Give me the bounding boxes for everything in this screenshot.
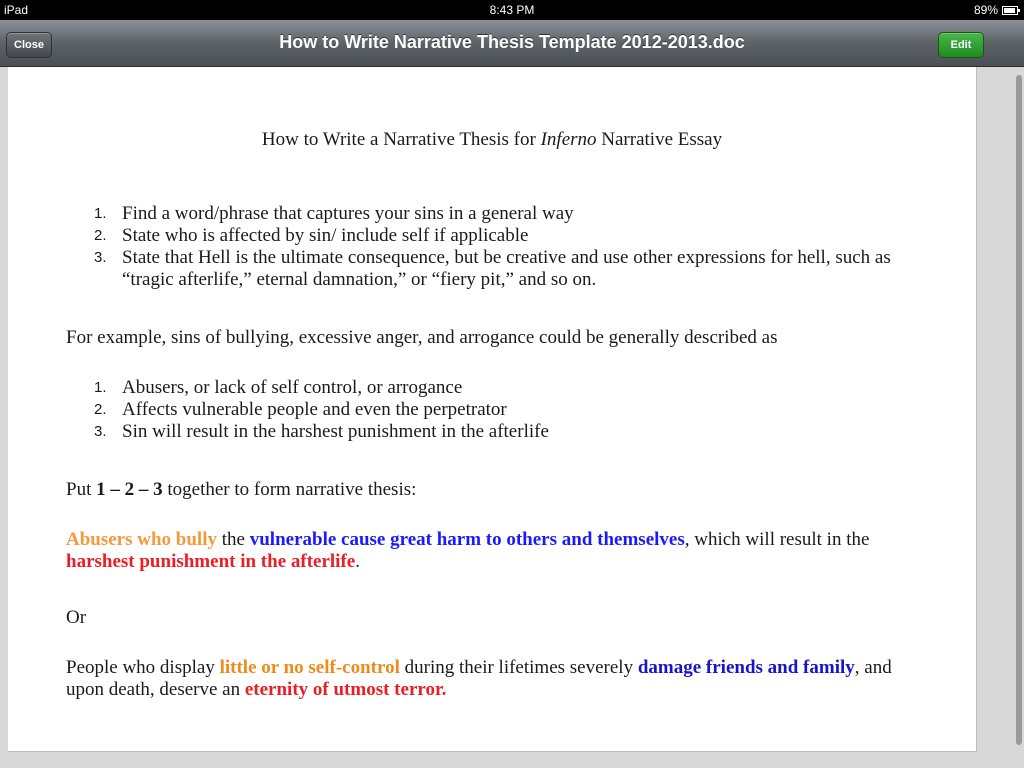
list-text: Find a word/phrase that captures your sins in a general way (122, 203, 574, 224)
text-segment: during their lifetimes severely (399, 657, 638, 678)
highlight-orange: little or no self-control (219, 657, 400, 678)
example-intro: For example, sins of bullying, excessive anger, and arrogance could be generally described as (66, 327, 778, 348)
list-number: 2. (94, 227, 107, 244)
list-number: 3. (94, 249, 107, 266)
text-segment: . (355, 551, 360, 572)
bold-segment: 1 – 2 – 3 (96, 479, 163, 500)
text-segment: People who display (66, 657, 220, 678)
document-title: How to Write Narrative Thesis Template 2012-2013.doc (279, 32, 745, 52)
steps-list (94, 203, 914, 291)
list-text: Sin will result in the harshest punishment in the afterlife (122, 421, 549, 442)
highlight-blue: vulnerable cause great harm to others and themselves (249, 529, 685, 550)
device-label: iPad (4, 3, 29, 17)
list-text: Affects vulnerable people and even the perpetrator (122, 399, 507, 420)
text-segment: Put (66, 479, 97, 500)
close-button[interactable]: Close (6, 32, 52, 58)
list-number: 1. (94, 379, 107, 396)
doc-heading-pre: How to Write a Narrative Thesis for (261, 129, 541, 150)
battery-fill (1004, 8, 1015, 13)
list-text: State who is affected by sin/ include self if applicable (122, 225, 529, 246)
status-time: 8:43 PM (489, 3, 535, 17)
list-item (94, 399, 914, 421)
doc-heading-post: Narrative Essay (596, 129, 723, 150)
example-list (94, 377, 914, 443)
thesis-example-2 (66, 657, 896, 701)
status-bar (0, 0, 1024, 20)
text-segment: , and upon death, deserve an (66, 657, 892, 700)
highlight-orange: Abusers who bully (66, 529, 217, 550)
list-item (94, 203, 914, 225)
list-number: 2. (94, 401, 107, 418)
document-scrollbar[interactable] (1016, 75, 1022, 745)
nav-bar (0, 20, 1024, 67)
edit-button[interactable]: Edit (938, 32, 984, 58)
put-together-line (66, 479, 926, 501)
doc-heading-italic: Inferno (540, 129, 597, 150)
thesis-example-1 (66, 529, 916, 573)
highlight-blue: damage friends and family (637, 657, 855, 678)
list-number: 3. (94, 423, 107, 440)
battery-percent: 89% (973, 3, 998, 17)
text-segment: together to form narrative thesis: (162, 479, 417, 500)
list-text: State that Hell is the ultimate consequence, but be creative and use other expressions for hell, such as “tragic afterlife,” eternal damnation,” or “fiery pit,” and so on. (122, 247, 891, 290)
doc-heading (0, 129, 984, 151)
list-item (94, 247, 914, 291)
document-page (8, 67, 977, 752)
document-viewer[interactable] (0, 67, 1024, 768)
battery-status (974, 3, 1018, 17)
list-text: Abusers, or lack of self control, or arrogance (122, 377, 463, 398)
list-item (94, 421, 914, 443)
or-label: Or (66, 607, 87, 628)
list-item (94, 225, 914, 247)
highlight-red: eternity of utmost terror. (244, 679, 447, 700)
text-segment: the (217, 529, 250, 550)
list-item (94, 377, 914, 399)
text-segment: , which will result in the (684, 529, 870, 550)
list-number: 1. (94, 205, 107, 222)
battery-icon (1002, 6, 1018, 15)
highlight-red: harshest punishment in the afterlife (66, 551, 356, 572)
